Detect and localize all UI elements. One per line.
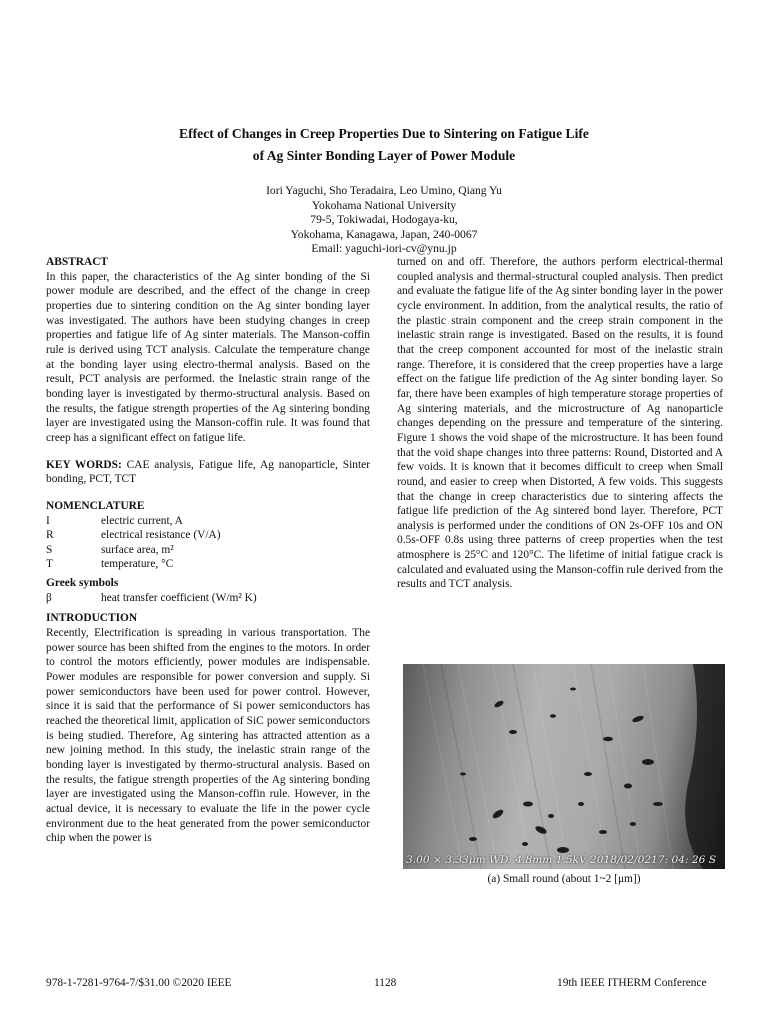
author-block: [150, 184, 618, 257]
nomenclature-heading: NOMENCLATURE: [46, 499, 145, 512]
nomenclature-symbol: I: [46, 514, 50, 527]
nomenclature-definition: surface area, m²: [101, 543, 174, 556]
nomenclature-definition: electrical resistance (V/A): [101, 529, 221, 542]
title-line-2: of Ag Sinter Bonding Layer of Power Module: [252, 148, 516, 163]
nomenclature-row: [46, 557, 370, 572]
greek-symbol-row: [46, 591, 370, 606]
author-address-2: Yokohama, Kanagawa, Japan, 240-0067: [290, 227, 478, 241]
greek-symbols-heading: Greek symbols: [46, 577, 119, 590]
right-column: [397, 255, 723, 592]
sem-info-bar: 3.00 × 3.33μm WD: 4.8mm 1.5kV 2018/02/0217: 04: 26 S: [406, 854, 716, 866]
author-names: Iori Yaguchi, Sho Teradaira, Leo Umino, Qiang Yu: [266, 184, 502, 197]
keywords-label: KEY WORDS:: [46, 458, 122, 471]
paper-title: [60, 123, 708, 167]
left-column: [46, 255, 370, 846]
author-address-1: 79-5, Tokiwadai, Hodogaya-ku,: [310, 213, 458, 227]
nomenclature-row: [46, 528, 370, 543]
introduction-text-right: turned on and off. Therefore, the authors perform electrical-thermal coupled analysis and thermal-structural coupled analysis. Then predict and evaluate the fatigue life of the Ag sinter bonding layer in the power cycle environment. In addition, from the analytical results, the ratio of the plastic strain component and the creep strain component in the inelastic strain range is investigated. Based on the results, it is found that the creep component accounted for most of the inelastic strain range. Therefore, it is considered that the creep properties have a large effect on the fatigue life prediction of the Ag sinter bonding layer. So far, there have been examples of high temperature storage properties of Ag sintering materials, and the microstructure of Ag nanoparticle changes depending on the pressure and temperature of the sintering. Figure 1 shows the void shape of the microstructure. It has been found that the void shape changes into three patterns: Round, Distorted and A few voids. It is known that it becomes difficult to creep when Small round, and easier to creep when Distorted, A few voids. This suggests that the change in creep characteristics due to sintering affects the fatigue life prediction of the Ag sintered bond layer. Therefore, PCT analysis is performed under the conditions of ON 2s-OFF 10s and ON 0.5s-OFF 0.8s using three patterns of creep properties when the test atmosphere is 25°C and 120°C. The lifetime of initial fatigue crack is calculated and evaluated using the Manson-coffin rule derived from the results and TCT analysis.: [397, 256, 723, 591]
introduction-heading: INTRODUCTION: [46, 612, 138, 625]
keywords: [46, 458, 370, 487]
greek-symbol: β: [46, 591, 52, 604]
figure-caption: (a) Small round (about 1~2 [μm]): [487, 873, 641, 885]
author-email: Email: yaguchi-iori-cv@ynu.jp: [311, 242, 457, 256]
greek-definition: heat transfer coefficient (W/m² K): [101, 591, 257, 604]
footer-isbn: 978-1-7281-9764-7/$31.00 ©2020 IEEE: [46, 977, 232, 989]
abstract-text: In this paper, the characteristics of the Ag sinter bonding of the Si power module are described, and the effect of the change in creep properties due to sintering condition on the Ag sinter bonding layer was investigated. The authors have been studying changes in creep properties and fatigue life of Ag sinter materials. The Manson-coffin rule is derived using TCT analysis. Calculate the temperature change at the bonding layer using electro-thermal analysis. Based on the result, PCT analysis are performed. the Inelastic strain range of the bonding layer is investigated by thermo-structural analysis. Based on the results, the fatigue strength properties of the Ag sintering bonding layer are investigated using the Manson-coffin rule. It was found that creep has a significant effect on fatigue life.: [46, 270, 370, 444]
footer-page-number: 1128: [374, 977, 397, 989]
title-line-1: Effect of Changes in Creep Properties Due to Sintering on Fatigue Life: [179, 126, 589, 141]
nomenclature-definition: electric current, A: [101, 514, 183, 527]
nomenclature-symbol: R: [46, 529, 54, 542]
nomenclature-definition: temperature, °C: [101, 558, 174, 571]
introduction-text-left: Recently, Electrification is spreading in various transportation. The power source has been shifted from the engines to the motors. In order to control the motors efficiently, power modules are indispensable. Power modules are responsible for power conversion and supply. Si power semiconductors have been used for power control. However, since it is said that the performance of Si power semiconductors has reached the theoretical limit, application of SiC power semiconductors is being studied. Therefore, Ag sintering has attracted attention as a new joining method. In this study, the inelastic strain range of the bonding layer is investigated by thermo-structural analysis. Based on the results, the fatigue strength properties of the Ag sintering bonding layer are investigated using the Manson-coffin rule. However, in the actual device, it is necessary to evaluate the life in the power cycle environment due to the heat generated from the power semiconductor chip when the power is: [46, 627, 370, 845]
nomenclature-symbol: S: [46, 543, 53, 556]
sem-micrograph: [403, 664, 725, 869]
abstract-heading: ABSTRACT: [46, 256, 109, 268]
keywords-text: CAE analysis, Fatigue life, Ag nanoparticle, Sinter bonding, PCT, TCT: [46, 458, 371, 486]
footer-conference: 19th IEEE ITHERM Conference: [557, 977, 707, 989]
nomenclature-row: [46, 543, 370, 558]
nomenclature-row: [46, 514, 370, 529]
sem-texture: [403, 664, 725, 869]
nomenclature-symbol: T: [46, 558, 53, 571]
author-affiliation: Yokohama National University: [311, 198, 457, 212]
